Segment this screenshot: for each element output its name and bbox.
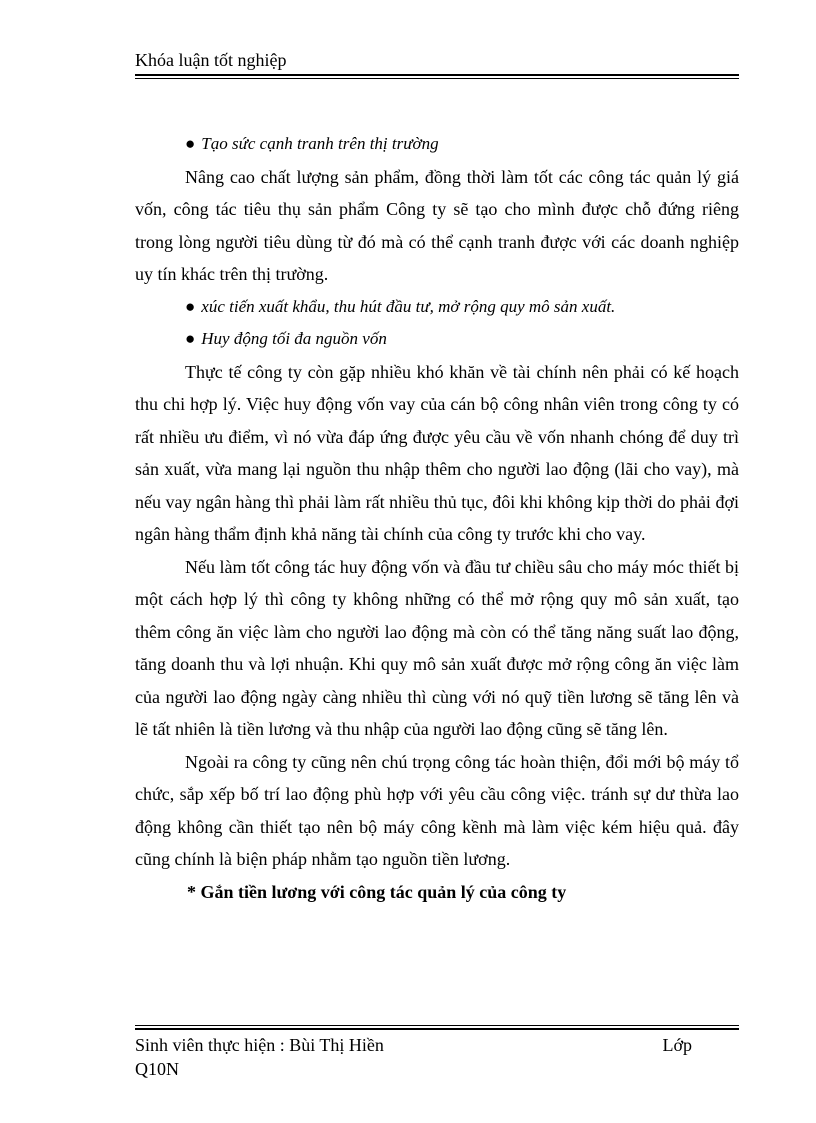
page-footer xyxy=(135,1033,739,1081)
page-header-title: Khóa luận tốt nghiệp xyxy=(135,50,287,70)
bullet-item xyxy=(135,323,739,356)
black-circle-icon: ● xyxy=(185,329,196,348)
bullet-text: Huy động tối đa nguồn vốn xyxy=(201,329,387,348)
header-rule-bottom xyxy=(135,78,739,79)
footer-student: Sinh viên thực hiện : Bùi Thị Hiền xyxy=(135,1035,384,1055)
body-paragraph: Nếu làm tốt công tác huy động vốn và đầu tư chiều sâu cho máy móc thiết bị một cách hợp lý thì công ty không những có thể mở rộng quy mô sản xuất, tạo thêm công ăn việc làm cho người lao động mà còn có thể tăng năng suất lao động, tăng doanh thu và lợi nhuận. Khi quy mô sản xuất được mở rộng công ăn việc làm của người lao động ngày càng nhiều thì cùng với nó quỹ tiền lương sẽ tăng lên và lẽ tất nhiên là tiền lương và thu nhập của người lao động cũng sẽ tăng lên. xyxy=(135,556,739,739)
footer-class-label: Lớp xyxy=(662,1035,692,1055)
bullet-item xyxy=(135,128,739,161)
bullet-text: Tạo sức cạnh tranh trên thị trường xyxy=(201,134,439,153)
black-circle-icon: ● xyxy=(185,134,196,153)
bullet-text: xúc tiến xuất khẩu, thu hút đầu tư, mở rộng quy mô sản xuất. xyxy=(201,296,616,316)
footer-rule-bottom xyxy=(135,1028,739,1030)
bullet-item xyxy=(135,291,739,324)
section-heading: * Gắn tiền lương với công tác quản lý của công ty xyxy=(187,881,567,902)
black-circle-icon: ● xyxy=(185,296,196,316)
body-paragraph: Ngoài ra công ty cũng nên chú trọng công tác hoàn thiện, đổi mới bộ máy tổ chức, sắp xếp bố trí lao động phù hợp với yêu cầu công việc. tránh sự dư thừa lao động không cần thiết tạo nên bộ máy công kềnh mà làm việc kém hiệu quả. đây cũng chính là biện pháp nhằm tạo nguồn tiền lương. xyxy=(135,751,739,869)
body-paragraph: Nâng cao chất lượng sản phẩm, đồng thời làm tốt các công tác quản lý giá vốn, công tác tiêu thụ sản phẩm Công ty sẽ tạo cho mình được chỗ đứng riêng trong lòng người tiêu dùng từ đó mà có thể cạnh tranh được với các doanh nghiệp uy tín khác trên thị trường. xyxy=(135,166,739,284)
document-body xyxy=(135,128,739,908)
footer-class-value: Q10N xyxy=(135,1059,179,1079)
footer-rule-top xyxy=(135,1025,739,1026)
body-paragraph: Thực tế công ty còn gặp nhiều khó khăn về tài chính nên phải có kế hoạch thu chi hợp lý. Việc huy động vốn vay của cán bộ công nhân viên trong công ty có rất nhiều ưu điểm, vì nó vừa đáp ứng được yêu cầu về vốn nhanh chóng để duy trì sản xuất, vừa mang lại nguồn thu nhập thêm cho người lao động (lãi cho vay), mà nếu vay ngân hàng thì phải làm rất nhiều thủ tục, đôi khi không kịp thời do phải đợi ngân hàng thẩm định khả năng tài chính của công ty trước khi cho vay. xyxy=(135,361,739,544)
header-rule-top xyxy=(135,74,739,76)
